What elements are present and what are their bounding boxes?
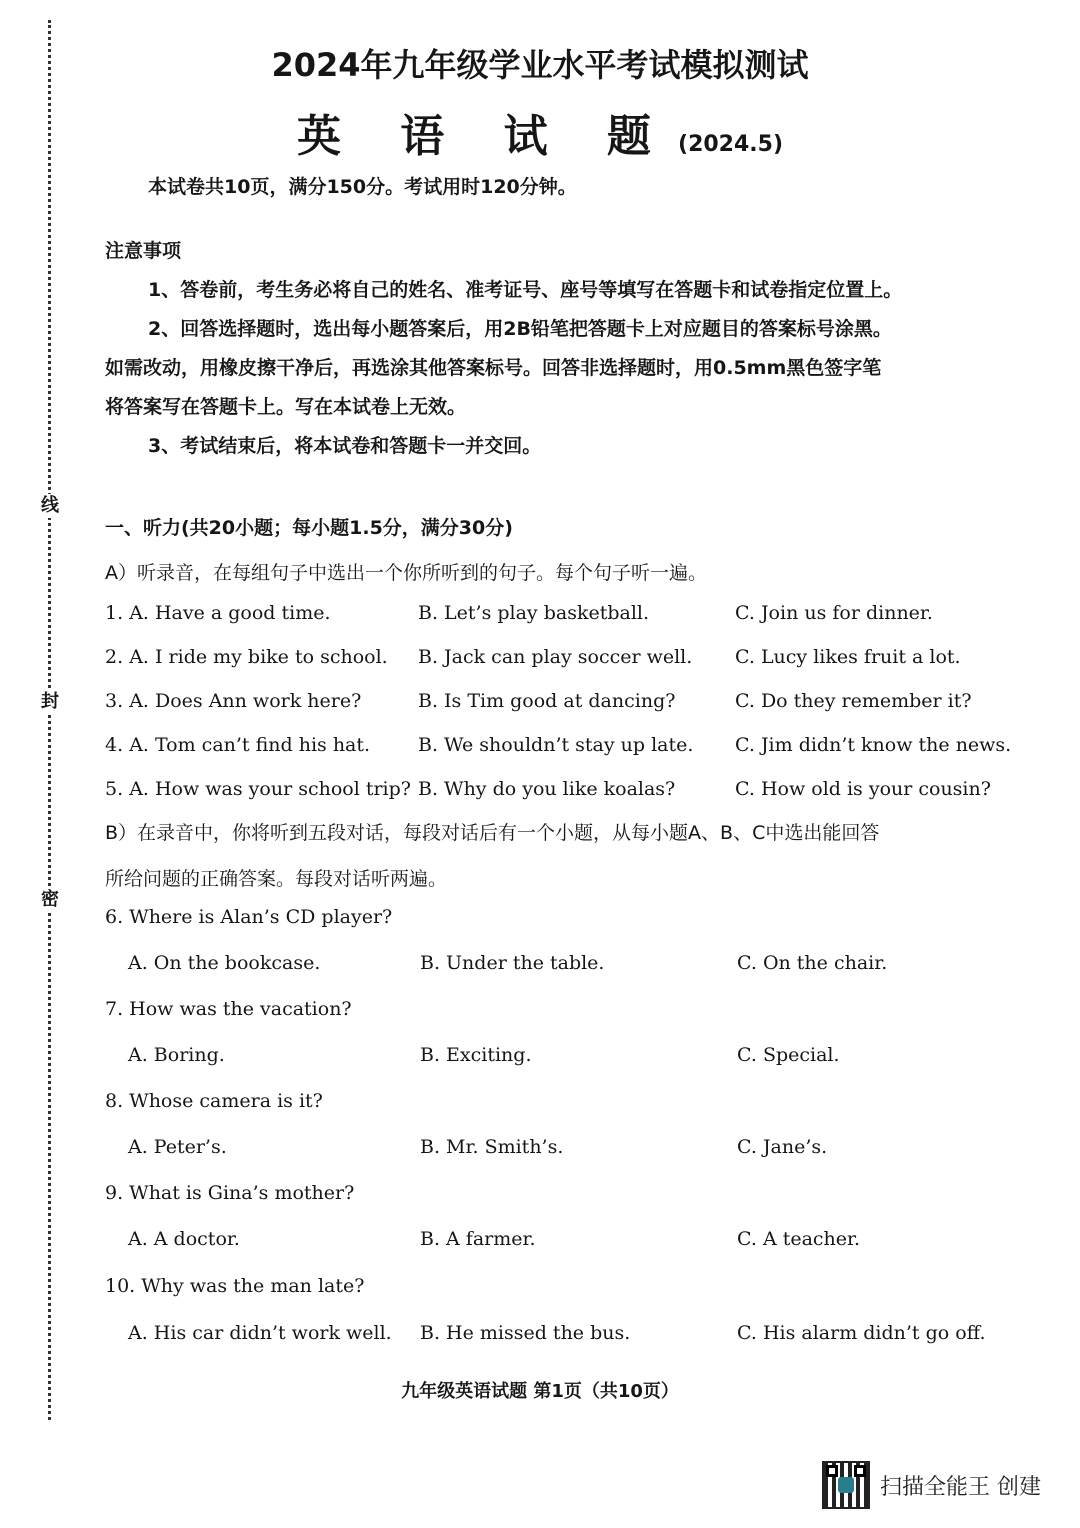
question-7-stem: 7. How was the vacation?	[105, 998, 352, 1020]
question-5	[105, 778, 411, 800]
question-10-option-c: C. His alarm didn’t go off.	[737, 1322, 986, 1344]
question-8-option-a: A. Peter’s.	[128, 1136, 227, 1158]
question-10-option-b: B. He missed the bus.	[420, 1322, 631, 1344]
notice-line-5: 3、考试结束后，将本试卷和答题卡一并交回。	[148, 435, 542, 457]
question-3-option-c: C. Do they remember it?	[735, 690, 972, 712]
binding-mark-secret: 密	[38, 888, 62, 912]
section-heading-listening: 一、听力(共20小题；每小题1.5分，满分30分)	[105, 517, 513, 539]
exam-title: 2024年九年级学业水平考试模拟测试	[271, 46, 809, 84]
notice-heading: 注意事项	[105, 240, 182, 262]
question-2-option-b: B. Jack can play soccer well.	[418, 646, 693, 668]
binding-dotted-line	[48, 20, 51, 1420]
question-9-option-c: C. A teacher.	[737, 1228, 861, 1250]
part-b-instruction-line-1: B）在录音中，你将听到五段对话，每段对话后有一个小题，从每小题A、B、C中选出能回答	[105, 822, 880, 844]
question-number: 1.	[105, 602, 124, 624]
question-3	[105, 690, 361, 712]
option-a: A. Does Ann work here?	[129, 690, 362, 712]
notice-line-4: 将答案写在答题卡上。写在本试卷上无效。	[105, 396, 467, 418]
notice-line-1: 1、答卷前，考生务必将自己的姓名、准考证号、座号等填写在答题卡和试卷指定位置上。	[148, 279, 903, 301]
question-4-option-b: B. We shouldn’t stay up late.	[418, 734, 694, 756]
question-6-option-c: C. On the chair.	[737, 952, 888, 974]
question-5-option-b: B. Why do you like koalas?	[418, 778, 676, 800]
exam-date: (2024.5)	[678, 132, 784, 157]
question-number: 3.	[105, 690, 124, 712]
subtitle-row	[0, 100, 1080, 164]
option-a: A. How was your school trip?	[129, 778, 411, 800]
exam-intro: 本试卷共10页，满分150分。考试用时120分钟。	[148, 176, 577, 198]
question-7-option-a: A. Boring.	[128, 1044, 225, 1066]
question-9-option-a: A. A doctor.	[128, 1228, 240, 1250]
question-8-option-b: B. Mr. Smith’s.	[420, 1136, 564, 1158]
question-4	[105, 734, 370, 756]
scanner-watermark	[822, 1461, 1041, 1509]
option-a: A. I ride my bike to school.	[129, 646, 388, 668]
question-3-option-b: B. Is Tim good at dancing?	[418, 690, 676, 712]
question-1-option-b: B. Let’s play basketball.	[418, 602, 650, 624]
option-a: A. Tom can’t find his hat.	[129, 734, 371, 756]
part-b-instruction-line-2: 所给问题的正确答案。每段对话听两遍。	[105, 868, 448, 890]
question-9-option-b: B. A farmer.	[420, 1228, 536, 1250]
page-footer: 九年级英语试题 第1页（共10页）	[401, 1381, 679, 1402]
question-2-option-c: C. Lucy likes fruit a lot.	[735, 646, 961, 668]
question-2	[105, 646, 388, 668]
binding-mark-line: 线	[38, 494, 62, 518]
question-number: 5.	[105, 778, 124, 800]
question-number: 4.	[105, 734, 124, 756]
question-4-option-c: C. Jim didn’t know the news.	[735, 734, 1012, 756]
watermark-text: 扫描全能王 创建	[880, 1474, 1041, 1500]
qr-code-icon	[822, 1461, 870, 1509]
question-5-option-c: C. How old is your cousin?	[735, 778, 991, 800]
question-10-option-a: A. His car didn’t work well.	[128, 1322, 392, 1344]
binding-mark-seal: 封	[38, 690, 62, 714]
question-7-option-c: C. Special.	[737, 1044, 840, 1066]
part-a-instruction: A）听录音，在每组句子中选出一个你所听到的句子。每个句子听一遍。	[105, 562, 707, 584]
notice-line-3: 如需改动，用橡皮擦干净后，再选涂其他答案标号。回答非选择题时，用0.5mm黑色签字笔	[105, 357, 882, 379]
option-a: A. Have a good time.	[129, 602, 331, 624]
question-8-option-c: C. Jane’s.	[737, 1136, 828, 1158]
question-9-stem: 9. What is Gina’s mother?	[105, 1182, 355, 1204]
question-6-option-a: A. On the bookcase.	[128, 952, 321, 974]
notice-line-2: 2、回答选择题时，选出每小题答案后，用2B铅笔把答题卡上对应题目的答案标号涂黑。	[148, 318, 892, 340]
question-6-stem: 6. Where is Alan’s CD player?	[105, 906, 393, 928]
question-7-option-b: B. Exciting.	[420, 1044, 532, 1066]
question-10-stem: 10. Why was the man late?	[105, 1275, 365, 1297]
question-number: 2.	[105, 646, 124, 668]
exam-subtitle: 英 语 试 题	[296, 111, 673, 162]
question-8-stem: 8. Whose camera is it?	[105, 1090, 323, 1112]
question-6-option-b: B. Under the table.	[420, 952, 605, 974]
question-1-option-c: C. Join us for dinner.	[735, 602, 933, 624]
question-1	[105, 602, 331, 624]
